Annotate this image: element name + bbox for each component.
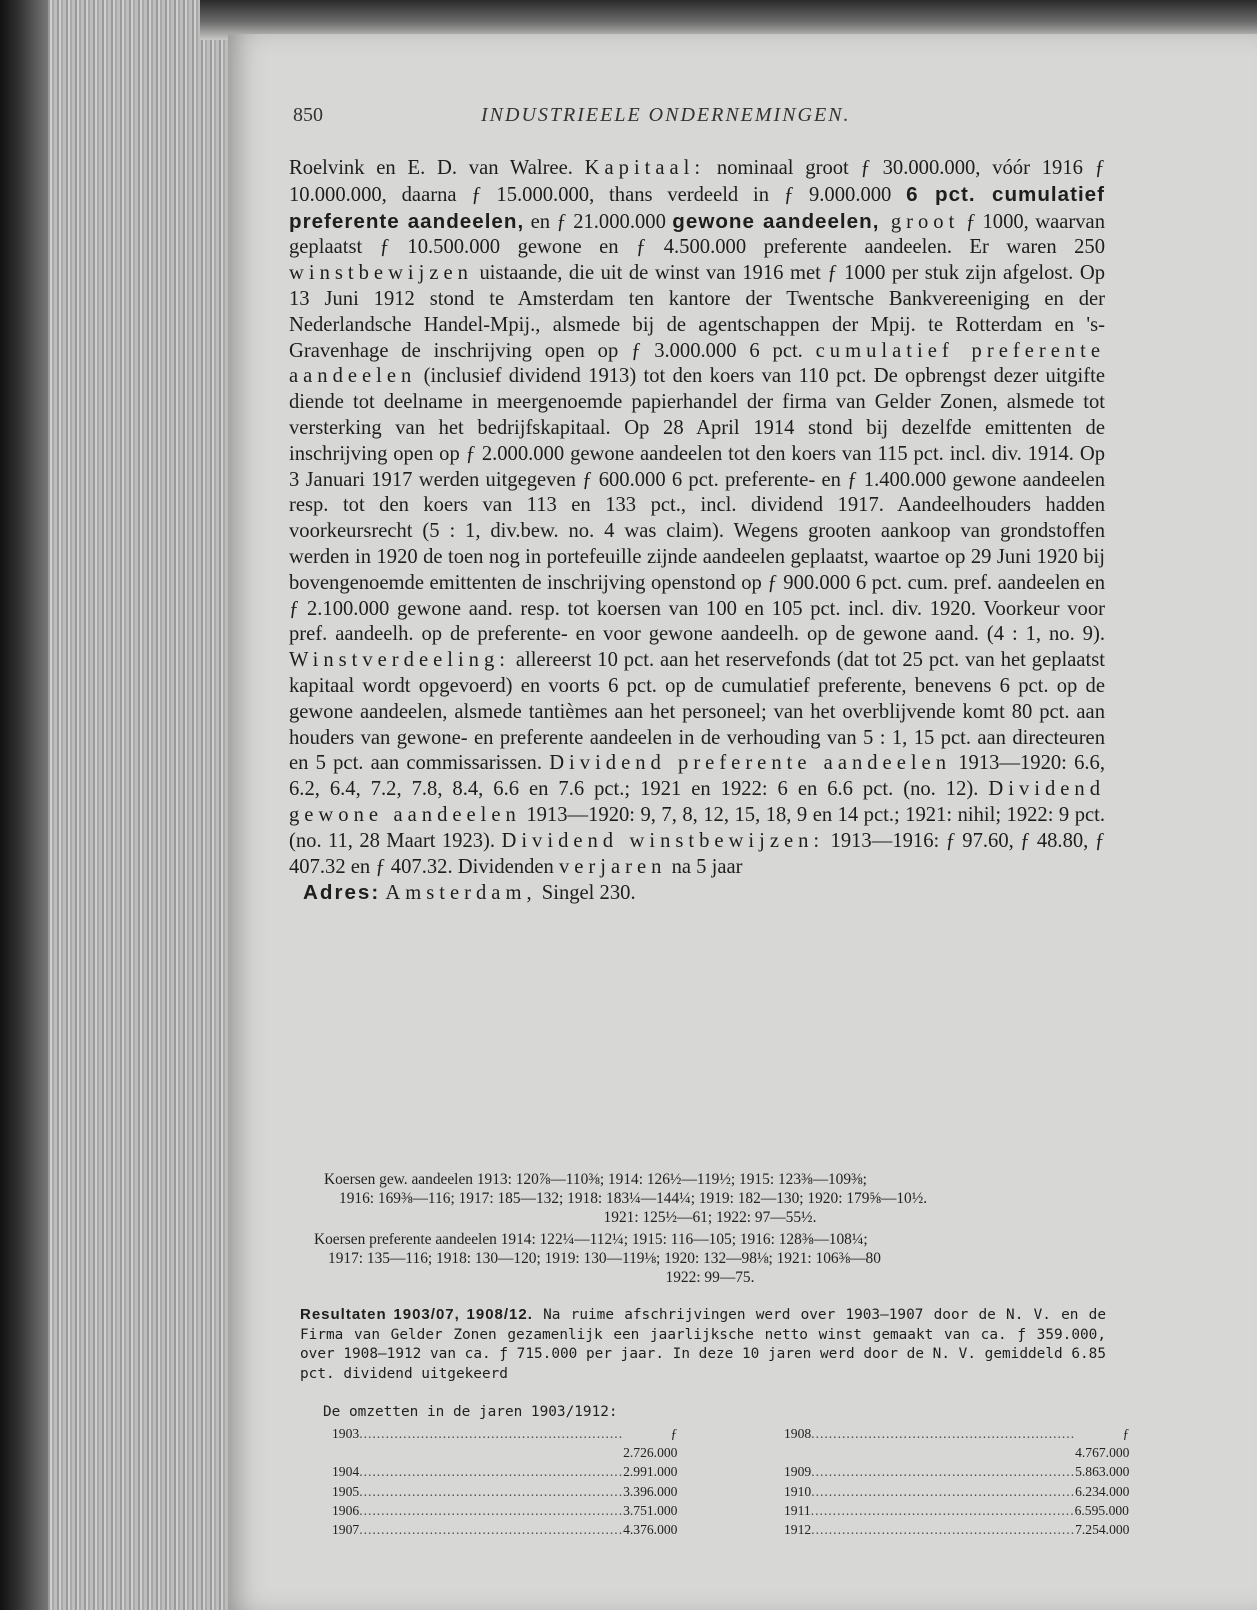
- year-cell: 1911: [784, 1502, 811, 1518]
- table-row: [784, 1482, 1130, 1501]
- table-row: [332, 1462, 678, 1481]
- dividend-gewone-label: Dividend gewone aandeelen: [289, 778, 1105, 826]
- text-run: nominaal groot ƒ 30.000.000, vóór 1916 ƒ 10.000.000, daarna ƒ 15.000.000, thans verdeeld in ƒ 9.000.000: [289, 157, 1105, 206]
- winstverdeeling-label: Winstverdeeling:: [289, 649, 510, 672]
- leader-dots: ............................................................: [359, 1464, 624, 1480]
- koersen-line: 1921: 125½—61; 1922: 97—55½.: [603, 1209, 817, 1226]
- omzetten-table-left: [332, 1424, 678, 1539]
- leader-dots: ............................................................: [810, 1502, 1075, 1518]
- table-row: [784, 1424, 1130, 1462]
- year-cell: 1906: [332, 1502, 360, 1518]
- value-cell: ƒ 2.726.000: [623, 1426, 678, 1461]
- year-cell: 1905: [332, 1483, 360, 1499]
- table-row: [332, 1482, 678, 1501]
- koersen-line: Koersen gew. aandeelen 1913: 120⅞—110⅜; 1914: 126½—119½; 1915: 123⅜—109⅜;: [324, 1171, 867, 1188]
- adres-line: [289, 880, 1105, 907]
- dividend-winst-label: Dividend winstbewijzen:: [501, 829, 825, 852]
- leader-dots: ............................................................: [811, 1464, 1076, 1480]
- resultaten-paragraph: [300, 1305, 1106, 1384]
- table-row: [332, 1520, 678, 1539]
- gewone-heading: gewone aandeelen,: [672, 209, 880, 233]
- year-cell: 1912: [784, 1522, 812, 1538]
- year-cell: 1910: [784, 1483, 812, 1499]
- leader-dots: ............................................................: [811, 1483, 1076, 1499]
- value-cell: 4.376.000: [623, 1522, 678, 1538]
- year-cell: 1904: [332, 1464, 360, 1480]
- preferente-heading: 6 pct. cumulatief preferente aandeelen,: [289, 182, 1105, 233]
- table-row: [784, 1501, 1129, 1520]
- value-cell: 5.863.000: [1075, 1464, 1130, 1480]
- koersen-gewone: [314, 1170, 1106, 1227]
- dividend-pref-label: Dividend preferente aandeelen: [549, 752, 951, 775]
- value-cell: 3.396.000: [623, 1483, 678, 1499]
- koersen-line: 1916: 169⅜—116; 1917: 185—132; 1918: 183¼—144¼; 1919: 182—130; 1920: 179⅝—10½.: [339, 1190, 928, 1207]
- text-run: 1913—1920: 9, 7, 8, 12, 15, 18, 9 en 14 pct.; 1921: nihil; 1922: 9 pct. (no. 11, 28 Maart 1923).: [289, 803, 1105, 852]
- groot-label: groot: [879, 210, 960, 233]
- winstbewijzen-label: winstbewijzen: [289, 262, 473, 285]
- leader-dots: ............................................................: [811, 1522, 1076, 1538]
- adres-label: Adres:: [303, 881, 381, 905]
- adres-city: Amsterdam,: [385, 882, 537, 905]
- main-text: [289, 156, 1105, 907]
- leader-dots: ............................................................: [359, 1522, 624, 1538]
- value-cell: 6.234.000: [1075, 1483, 1130, 1499]
- omzetten-table-right: [784, 1424, 1130, 1539]
- resultaten-text: Na ruime afschrijvingen werd over 1903—1907 door de N. V. en de Firma van Gelder Zonen gezamenlijk een jaarlijksche netto winst gemaakt van ca. ƒ 359.000, over 1908—1912 van ca. ƒ 715.000 per jaar. In deze 10 jaren werd door de N. V. gemiddeld 6.85 pct. dividend uitgekeerd: [300, 1307, 1106, 1382]
- koersen-line: 1917: 135—116; 1918: 130—120; 1919: 130—119⅛; 1920: 132—98⅛; 1921: 106⅜—80: [328, 1250, 881, 1267]
- value-cell: 7.254.000: [1075, 1522, 1130, 1538]
- text-run: 1913—1920: 6.6, 6.2, 6.4, 7.2, 7.8, 8.4, 6.6 en 7.6 pct.; 1921 en 1922: 6 en 6.6 pct. (no. 12).: [289, 752, 1105, 801]
- text-run: 1913—1916: ƒ 97.60, ƒ 48.80, ƒ 407.32 en ƒ 407.32. Dividenden: [289, 829, 1105, 878]
- page-number: 850: [293, 104, 323, 126]
- leader-dots: ............................................................: [359, 1483, 624, 1499]
- text-run: Roelvink en E. D. van Walree.: [289, 157, 585, 179]
- year-cell: 1907: [332, 1522, 360, 1538]
- table-row: [784, 1462, 1130, 1481]
- value-cell: 6.595.000: [1074, 1502, 1129, 1518]
- text-run: na 5 jaar: [666, 855, 743, 878]
- cumulatief-label: cumulatief preferente aandeelen: [289, 339, 1105, 388]
- leader-dots: ............................................................: [359, 1502, 624, 1518]
- adres-street: Singel 230.: [536, 882, 636, 905]
- leader-dots: ............................................................: [811, 1426, 1076, 1441]
- text-run: allereerst 10 pct. aan het reservefonds (dat tot 25 pct. van het geplaatst kapitaal wordt opgevoerd) en voorts 6 pct. op de cumulatief preferente, benevens 6 pct. op de gewone aandeelen, alsmede tantièmes aan het personeel; van het overblijvende komt 80 pct. aan houders van gewone- en preferente aandeelen in de verhouding van 5 : 1, 15 pct. aan directeuren en 5 pct. aan commissarissen.: [289, 649, 1105, 775]
- table-row: [784, 1520, 1130, 1539]
- table-row: [332, 1501, 678, 1520]
- running-head: INDUSTRIEELE ONDERNEMINGEN.: [481, 104, 851, 126]
- kapitaal-label: Kapitaal:: [584, 157, 706, 179]
- value-cell: ƒ 4.767.000: [1075, 1426, 1130, 1461]
- text-run: ƒ 1000, waarvan geplaatst ƒ 10.500.000 gewone en ƒ 4.500.000 preferente aandeelen. Er waren 250: [289, 210, 1105, 259]
- book-spine-shadow: [0, 0, 48, 1610]
- resultaten-heading: Resultaten 1903/07, 1908/12.: [300, 1306, 533, 1323]
- value-cell: 2.991.000: [623, 1464, 678, 1480]
- koersen-preferente: [314, 1230, 1106, 1287]
- page-header: [293, 104, 1073, 138]
- leader-dots: ............................................................: [359, 1426, 624, 1441]
- koersen-line: Koersen preferente aandeelen 1914: 122¼—112¼; 1915: 116—105; 1916: 128⅜—108¼;: [314, 1231, 868, 1248]
- text-run: uistaande, die uit de winst van 1916 met ƒ 1000 per stuk zijn afgelost. Op 13 Juni 1912 stond te Amsterdam ten kantore der Twentsche Bankvereeniging en der Nederlandsche Handel-Mpij., alsmede bij de agentschappen der Mpij. te Rotterdam en 's-Gravenhage de inschrijving open op ƒ 3.000.000 6 pct.: [289, 262, 1105, 362]
- table-row: [332, 1424, 678, 1462]
- year-cell: 1908: [784, 1426, 812, 1441]
- omzetten-title: De omzetten in de jaren 1903/1912:: [323, 1404, 618, 1420]
- company-paragraph: [289, 156, 1105, 880]
- year-cell: 1903: [332, 1426, 360, 1441]
- text-run: (inclusief dividend 1913) tot den koers van 110 pct. De opbrengst dezer uitgifte diende tot deelname in meergenoemde papierhandel der firma van Gelder Zonen, alsmede tot versterking van het bedrijfskapitaal. Op 28 April 1914 stond bij dezelfde emittenten de inschrijving open op ƒ 2.000.000 gewone aandeelen tot den koers van 115 pct. incl. div. 1914. Op 3 Januari 1917 werden uitgegeven ƒ 600.000 6 pct. preferente- en ƒ 1.400.000 gewone aandeelen resp. tot den koers van 113 en 133 pct., incl. dividend 1917. Aandeelhouders hadden voorkeursrecht (5 : 1, div.bew. no. 4 was claim). Wegens grooten aankoop van grondstoffen werden in 1920 de toen nog in portefeuille zijnde aandeelen geplaatst, waartoe op 29 Juni 1920 bij bovengenoemde emittenten de inschrijving openstond op ƒ 900.000 6 pct. cum. pref. aandeelen en ƒ 2.100.000 gewone aand. resp. tot koersen van 100 en 105 pct. incl. div. 1920. Voorkeur voor pref. aandeelh. op de preferente- en voor gewone aandeelh. op de gewone aand. (4 : 1, no. 9).: [289, 365, 1105, 646]
- koersen-line: 1922: 99—75.: [665, 1269, 755, 1286]
- value-cell: 3.751.000: [623, 1502, 678, 1518]
- verjaren-label: verjaren: [558, 855, 667, 878]
- text-run: en ƒ 21.000.000: [524, 210, 673, 233]
- year-cell: 1909: [784, 1464, 812, 1480]
